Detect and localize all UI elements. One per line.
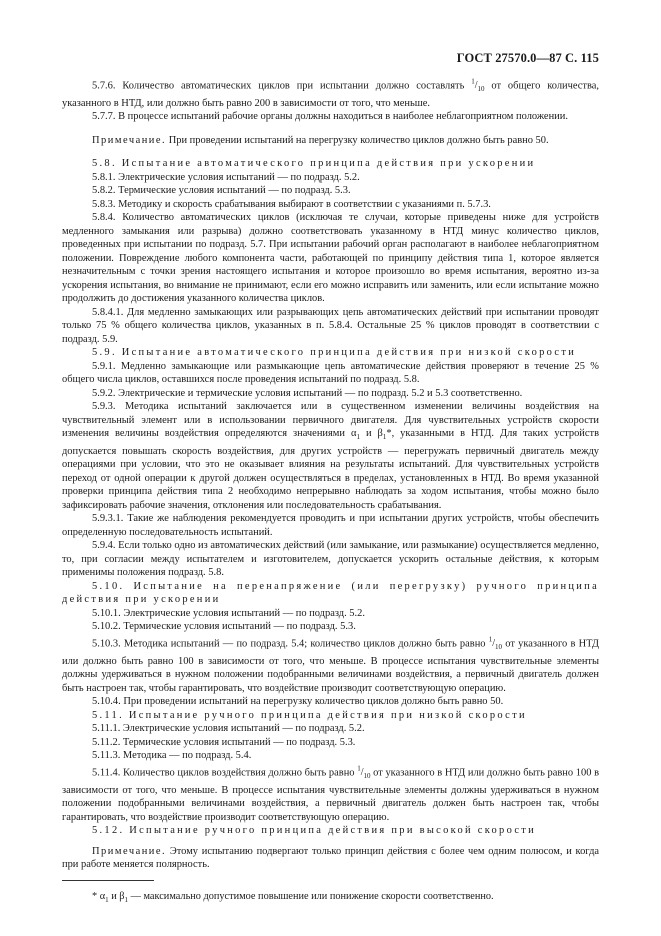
paragraph-5-8-3: 5.8.3. Методику и скорость срабатывания выбирают в соответствии с указаниями п. 5.7.3. bbox=[92, 198, 491, 210]
paragraph-5-11-4: 5.11.4. Количество циклов воздействия должно быть равно $^1/_{10}$ от указанного в НТД или должно быть равно 100 в зависимости от того, что меньше. В процессе испытания чувствительные элементы должны удерживаться в нужном положении подобранными величинами воздействия, а первичный двигатель должен быть настроен так, чтобы гарантировать, что воздействие производит соответствующую операцию. bbox=[62, 764, 600, 823]
paragraph-5-10-3: 5.10.3. Методика испытаний — по подразд. 5.4; количество циклов должно быть равно $^1/_{10}$ от указанного в НТД или должно быть равно 100 в зависимости от того, что меньше. В процессе испытания чувствительные элементы должны удерживаться в нужном положении подобранными величинами воздействия, а первичный двигатель должен быть настроен так, чтобы гарантировать, что воздействие производит соответствующую операцию. bbox=[62, 635, 599, 694]
paragraph-5-9-3: 5.9.3. Методика испытаний заключается или в существенном изменении величины воздействия на чувствительный элемент или в использовании первичного двигателя. Для чувствительных устройств скорости изменения величины воздействия определяются значениями $\alpha_1$ и $\beta_1*$, указанными в НТД. Для таких устройств допускается повышать скорость воздействия, для других устройств — перегружать первичный двигатель между операциями при условии, что это не оказывает влияния на результаты испытаний. Для чувствительных устройств переход от одной операции к другой должен осуществляться в пределах, установленных в НТД. Во время указанной проверки принципа действия типа 2 необходимо непрерывно наблюдать за ходом испытания, чтобы можно было зафиксировать рабочие значения, отклонения или последовательность срабатывания. bbox=[62, 401, 599, 511]
note-label: Примечание. bbox=[92, 845, 167, 857]
paragraph-5-11-1: 5.11.1. Электрические условия испытаний — по подразд. 5.2. bbox=[92, 723, 365, 735]
paragraph-5-9-2: 5.9.2. Электрические и термические условия испытаний — по подразд. 5.2 и 5.3 соответственно. bbox=[92, 387, 523, 399]
paragraph-5-7-7: 5.7.7. В процессе испытаний рабочие органы должны находиться в наиболее неблагоприятном положении. bbox=[92, 111, 568, 123]
section-heading-5-10: 5.10. Испытание на перенапряжение (или перегрузку) ручного принципа действия при ускорении bbox=[62, 580, 599, 606]
paragraph-5-7-6: 5.7.6. Количество автоматических циклов при испытании должно составлять $^1/_{10}$ от общего количества, указанного в НТД, или должно быть равно 200 в зависимости от того, что меньше. bbox=[62, 78, 600, 109]
section-heading-5-11: 5.11. Испытание ручного принципа действия при низкой скорости bbox=[92, 709, 527, 721]
paragraph-5-10-1: 5.10.1. Электрические условия испытаний — по подразд. 5.2. bbox=[92, 607, 365, 619]
document-body bbox=[62, 76, 599, 907]
paragraph-5-9-1: 5.9.1. Медленно замыкающие или размыкающие цепь автоматические действия проверяют в течение 25 % общего числа циклов, оставшихся после проведения испытаний по подразд. 5.8. bbox=[62, 360, 599, 386]
paragraph-5-10-4: 5.10.4. При проведении испытаний на перегрузку количество циклов должно быть равно 50. bbox=[92, 696, 504, 708]
paragraph-5-9-3-1: 5.9.3.1. Такие же наблюдения рекомендуется проводить и при испытании других устройств, чтобы обеспечить определенную последовательность испытаний. bbox=[62, 513, 599, 538]
fraction-one-tenth: $^1/_{10}$ bbox=[471, 78, 485, 94]
paragraph-5-11-3: 5.11.3. Методика — по подразд. 5.4. bbox=[92, 750, 252, 762]
paragraph-5-11-2: 5.11.2. Термические условия испытаний — по подразд. 5.3. bbox=[92, 736, 356, 748]
paragraph-5-9-4: 5.9.4. Если только одно из автоматических действий (или замыкание, или размыкание) осуществляется медленно, то, при согласии между испытателем и изготовителем, допускается ускорить остальные действия, к которым применимы положения подразд. 5.8. bbox=[62, 540, 599, 579]
section-heading-5-8: 5.8. Испытание автоматического принципа действия при ускорении bbox=[92, 158, 536, 170]
footnote-divider bbox=[62, 880, 154, 881]
note-2: Примечание. Этому испытанию подвергают только принцип действия с более чем одним полюсом, и когда при работе меняется полярность. bbox=[62, 845, 600, 871]
fraction-one-tenth: $^1/_{10}$ bbox=[488, 635, 503, 652]
paragraph-5-10-2: 5.10.2. Термические условия испытаний — по подразд. 5.3. bbox=[92, 621, 356, 633]
paragraph-5-8-2: 5.8.2. Термические условия испытаний — по подразд. 5.3. bbox=[92, 185, 351, 197]
note-label: Примечание. bbox=[92, 134, 167, 146]
paragraph-5-8-4: 5.8.4. Количество автоматических циклов (исключая те случаи, которые приведены ниже для устройств медленного замыкания или разрыва) должно соответствовать указанному в НТД минус количество циклов, проведенных при испытании по подразд. 5.7. При испытании рабочий орган располагают в наиболее неблагоприятном положении. Повреждение любого компонента части, работающей по принципу действия типа 1, которое является незначительным с точки зрения настоящего испытания и которое произошло во время испытания, вероятно из-за ускорения испытания, во внимание не принимают, если его можно исправить или заменить, или если испытание можно продолжить до достижения указанного количества циклов. bbox=[62, 212, 599, 305]
paragraph-5-8-4-1: 5.8.4.1. Для медленно замыкающих или разрывающих цепь автоматических действий при испытании проводят только 75 % общего количества циклов, указанных в п. 5.8.4. Остальные 25 % циклов проводят в соответствии с подразд. 5.9. bbox=[62, 306, 599, 345]
paragraph-5-8-1: 5.8.1. Электрические условия испытаний — по подразд. 5.2. bbox=[92, 171, 360, 183]
fraction-one-tenth: $^1/_{10}$ bbox=[357, 764, 371, 781]
page-header: ГОСТ 27570.0—87 С. 115 bbox=[456, 51, 599, 65]
section-heading-5-9: 5.9. Испытание автоматического принципа действия при низкой скорости bbox=[92, 347, 577, 359]
footnote: * $\alpha_1$ и $\beta_1$ — максимально допустимое повышение или понижение скорости соответственно. bbox=[92, 890, 494, 904]
note-1: Примечание. При проведении испытаний на перегрузку количество циклов должно быть равно 50. bbox=[92, 134, 549, 146]
section-heading-5-12: 5.12. Испытание ручного принципа действия при высокой скорости bbox=[92, 825, 537, 837]
